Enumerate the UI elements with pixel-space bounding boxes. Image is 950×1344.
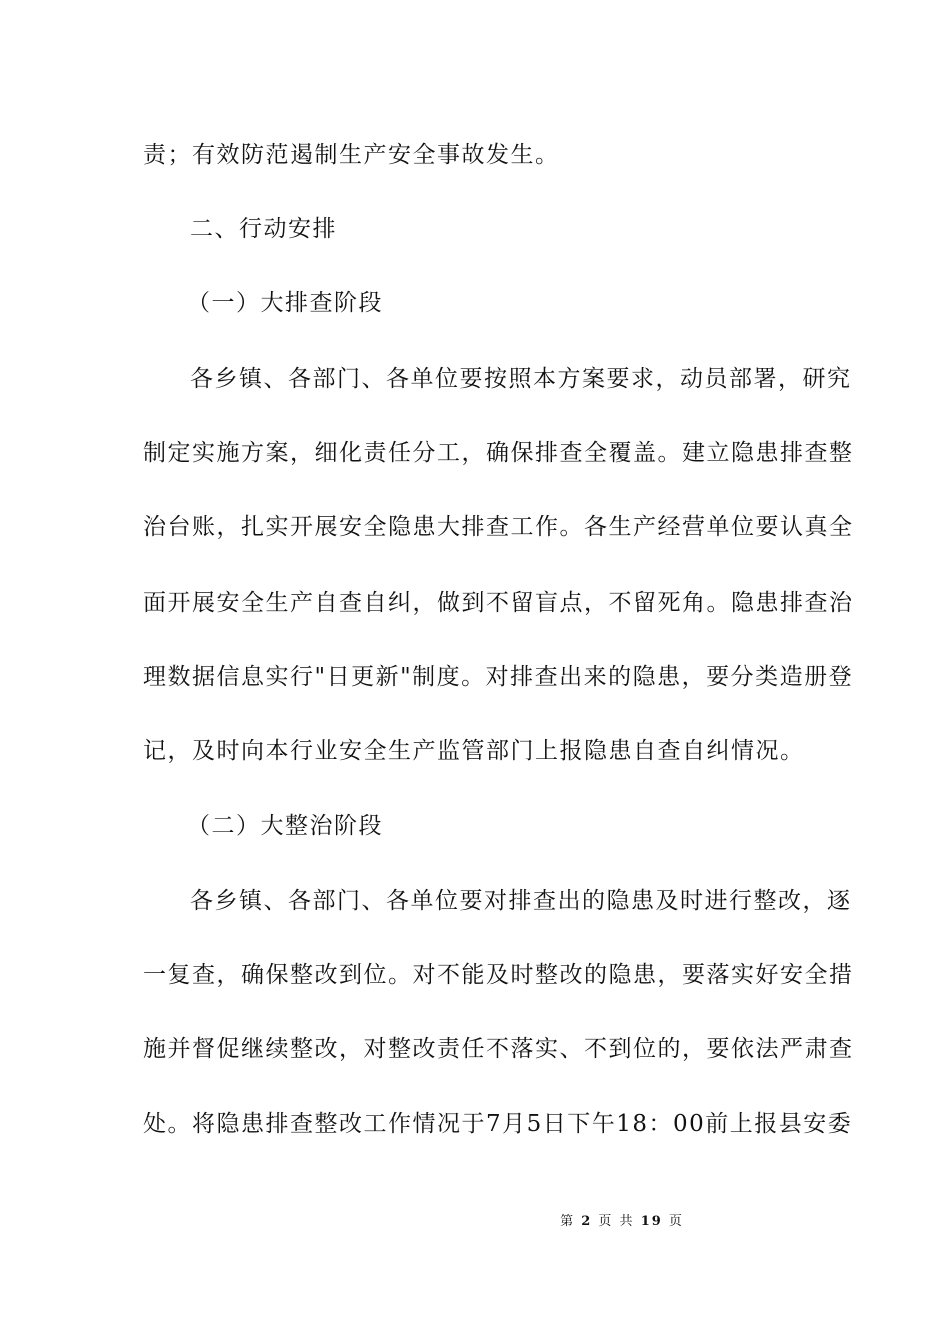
page-footer — [0, 1210, 950, 1229]
current-page-number: 2 — [581, 1214, 593, 1229]
footer-middle: 页 共 — [598, 1214, 635, 1229]
page-number-indicator — [560, 1210, 684, 1229]
section-heading: 二、行动安排 — [190, 216, 337, 242]
paragraph-line: 记，及时向本行业安全生产监管部门上报隐患自查自纠情况。 — [143, 738, 805, 764]
subsection-heading: （二）大整治阶段 — [187, 813, 383, 839]
paragraph-line: 施并督促继续整改，对整改责任不落实、不到位的，要依法严肃查 — [143, 1036, 854, 1062]
paragraph-line: 一复查，确保整改到位。对不能及时整改的隐患，要落实好安全措 — [143, 962, 854, 988]
paragraph-line: 治台账，扎实开展安全隐患大排查工作。各生产经营单位要认真全 — [143, 514, 854, 540]
paragraph-line: 各乡镇、各部门、各单位要按照本方案要求，动员部署，研究 — [190, 366, 852, 392]
paragraph-line: 面开展安全生产自查自纠，做到不留盲点，不留死角。隐患排查治 — [143, 590, 854, 616]
paragraph-line: 责；有效防范遏制生产安全事故发生。 — [143, 142, 560, 168]
paragraph-line: 理数据信息实行"日更新"制度。对排查出来的隐患，要分类造册登 — [143, 664, 854, 690]
paragraph-line: 各乡镇、各部门、各单位要对排查出的隐患及时进行整改，逐 — [190, 888, 852, 914]
paragraph-line: 处。将隐患排查整改工作情况于7月5日下午18：00前上报县安委 — [143, 1111, 853, 1137]
total-pages-number: 19 — [640, 1214, 663, 1229]
paragraph-line: 制定实施方案，细化责任分工，确保排查全覆盖。建立隐患排查整 — [143, 440, 854, 466]
footer-suffix: 页 — [668, 1214, 684, 1229]
subsection-heading: （一）大排查阶段 — [187, 290, 383, 316]
footer-prefix: 第 — [560, 1214, 576, 1229]
